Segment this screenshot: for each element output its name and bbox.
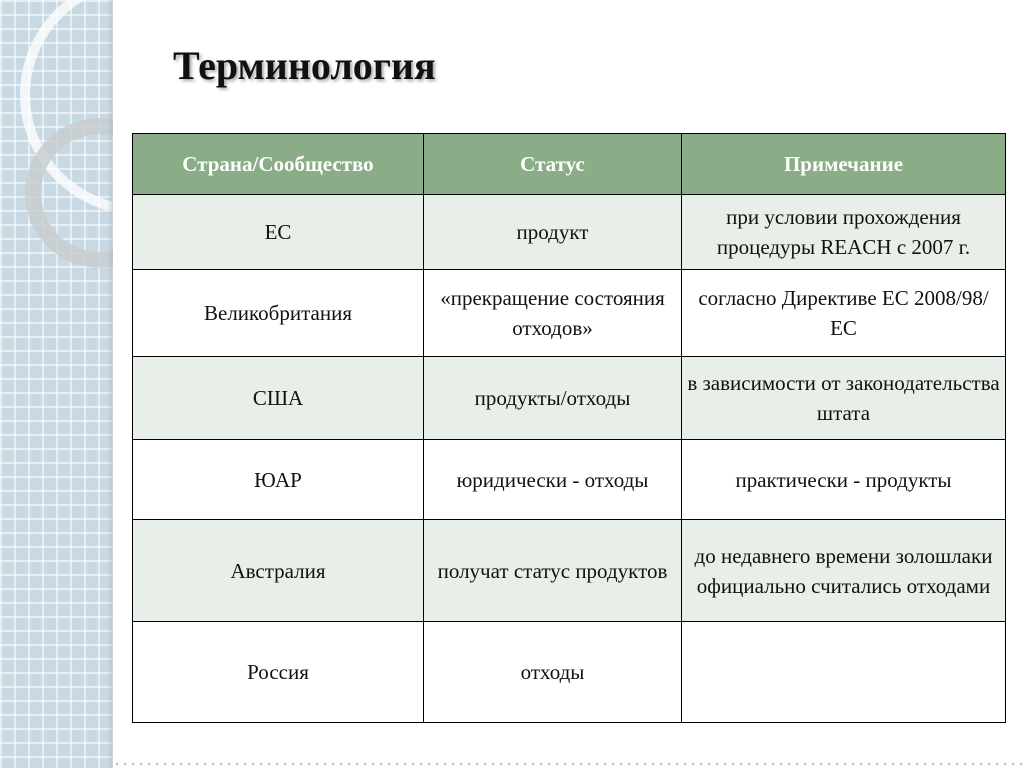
terminology-table (132, 133, 1006, 723)
cell-country: Великобритания (133, 270, 424, 357)
cell-status: продукты/отходы (424, 357, 682, 440)
cell-country: США (133, 357, 424, 440)
cell-status: юридически - отходы (424, 440, 682, 520)
cell-note (682, 622, 1006, 723)
header-note: Примечание (682, 134, 1006, 195)
table-row (133, 270, 1006, 357)
table-row (133, 195, 1006, 270)
cell-country: ЮАР (133, 440, 424, 520)
table-header-row (133, 134, 1006, 195)
bottom-dotted-line (113, 762, 1024, 766)
cell-note: согласно Директиве ЕС 2008/98/ЕС (682, 270, 1006, 357)
cell-status: «прекращение состояния отходов» (424, 270, 682, 357)
table-row (133, 440, 1006, 520)
header-country: Страна/Сообщество (133, 134, 424, 195)
cell-country: ЕС (133, 195, 424, 270)
table-row (133, 357, 1006, 440)
table-row (133, 520, 1006, 622)
cell-country: Австралия (133, 520, 424, 622)
table-row (133, 622, 1006, 723)
slide-title: Терминология (173, 43, 436, 88)
cell-country: Россия (133, 622, 424, 723)
cell-note: до недавнего времени золошлаки официально считались отходами (682, 520, 1006, 622)
cell-note: практически - продукты (682, 440, 1006, 520)
cell-note: в зависимости от законодательства штата (682, 357, 1006, 440)
cell-status: отходы (424, 622, 682, 723)
cell-status: продукт (424, 195, 682, 270)
header-status: Статус (424, 134, 682, 195)
cell-status: получат статус продуктов (424, 520, 682, 622)
strip-shadow (107, 0, 113, 768)
decorative-side-strip (0, 0, 113, 768)
cell-note: при условии прохождения процедуры REACH с 2007 г. (682, 195, 1006, 270)
